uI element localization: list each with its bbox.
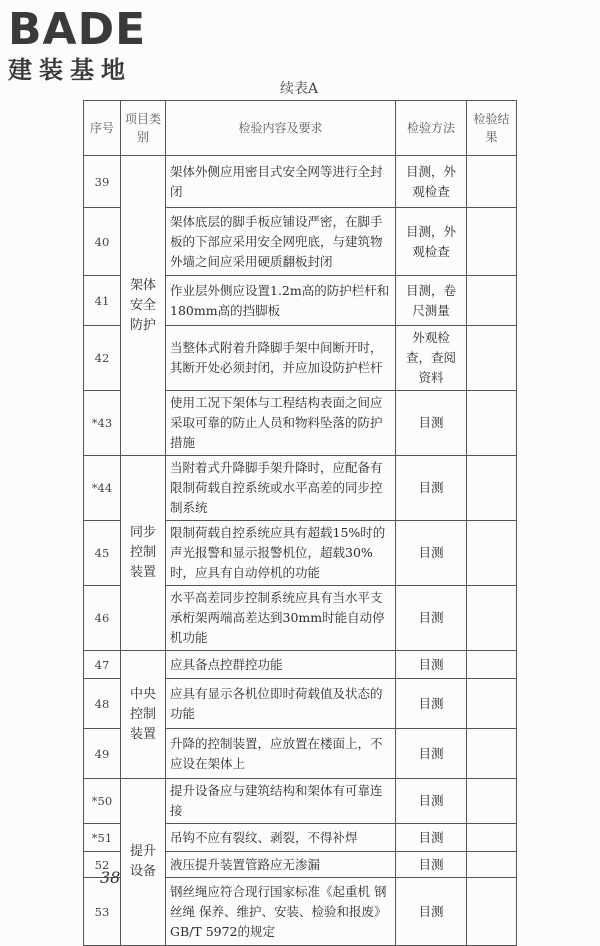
row-method: 目测，外观检查 xyxy=(396,208,467,276)
header-method: 检验方法 xyxy=(396,101,467,156)
row-result xyxy=(467,326,517,391)
row-number: *51 xyxy=(84,824,121,852)
table-header-row xyxy=(84,101,517,156)
row-result xyxy=(467,391,517,456)
row-content: 水平高差同步控制系统应具有当水平支承桁架两端高差达到30mm时能自动停机功能 xyxy=(166,586,396,651)
row-result xyxy=(467,878,517,946)
row-method: 目测 xyxy=(396,679,467,729)
row-content: 升降的控制装置，应放置在楼面上，不应设在架体上 xyxy=(166,729,396,779)
row-result xyxy=(467,586,517,651)
category-cell: 中央控制装置 xyxy=(121,651,166,779)
header-result: 检验结果 xyxy=(467,101,517,156)
row-result xyxy=(467,456,517,521)
publisher-logo xyxy=(8,6,178,84)
row-number: 47 xyxy=(84,651,121,679)
row-method: 目测，卷尺测量 xyxy=(396,276,467,326)
row-content: 钢丝绳应符合现行国家标准《起重机 钢丝绳 保养、维护、安装、检验和报废》GB/T 5972的规定 xyxy=(166,878,396,946)
row-content: 提升设备应与建筑结构和架体有可靠连接 xyxy=(166,779,396,824)
row-method: 目测 xyxy=(396,586,467,651)
row-number: 45 xyxy=(84,521,121,586)
row-content: 当附着式升降脚手架升降时，应配备有限制荷载自控系统或水平高差的同步控制系统 xyxy=(166,456,396,521)
row-content: 架体底层的脚手板应铺设严密，在脚手板的下部应采用安全网兜底，与建筑物外墙之间应采用硬质翻板封闭 xyxy=(166,208,396,276)
table-row xyxy=(84,456,517,521)
category-cell: 架体安全防护 xyxy=(121,156,166,456)
row-method: 外观检查，查阅资料 xyxy=(396,326,467,391)
row-method: 目测，外观检查 xyxy=(396,156,467,208)
table-row xyxy=(84,651,517,679)
row-number: 48 xyxy=(84,679,121,729)
table-caption: 续表A xyxy=(280,81,319,97)
row-number: *43 xyxy=(84,391,121,456)
table-row xyxy=(84,156,517,208)
header-category: 项目类别 xyxy=(121,101,166,156)
row-number: 41 xyxy=(84,276,121,326)
row-number: 40 xyxy=(84,208,121,276)
row-method: 目测 xyxy=(396,824,467,852)
logo-subtitle: 建装基地 xyxy=(8,56,132,84)
table-row xyxy=(84,779,517,824)
inspection-table xyxy=(83,100,517,946)
row-method: 目测 xyxy=(396,391,467,456)
row-method: 目测 xyxy=(396,456,467,521)
page-number: 38 xyxy=(100,868,121,887)
row-number: 46 xyxy=(84,586,121,651)
row-result xyxy=(467,679,517,729)
row-result xyxy=(467,824,517,852)
row-result xyxy=(467,156,517,208)
header-content: 检验内容及要求 xyxy=(166,101,396,156)
row-number: *44 xyxy=(84,456,121,521)
row-content: 作业层外侧应设置1.2m高的防护栏杆和180mm高的挡脚板 xyxy=(166,276,396,326)
row-content: 应具有显示各机位即时荷载值及状态的功能 xyxy=(166,679,396,729)
row-content: 吊钩不应有裂纹、剥裂，不得补焊 xyxy=(166,824,396,852)
row-method: 目测 xyxy=(396,521,467,586)
header-number: 序号 xyxy=(84,101,121,156)
row-content: 当整体式附着升降脚手架中间断开时，其断开处必须封闭，并应加设防护栏杆 xyxy=(166,326,396,391)
row-number: 42 xyxy=(84,326,121,391)
row-result xyxy=(467,521,517,586)
row-result xyxy=(467,779,517,824)
row-result xyxy=(467,276,517,326)
row-result xyxy=(467,852,517,878)
row-number: 39 xyxy=(84,156,121,208)
row-number: *50 xyxy=(84,779,121,824)
row-content: 使用工况下架体与工程结构表面之间应采取可靠的防止人员和物料坠落的防护措施 xyxy=(166,391,396,456)
row-number: 52 xyxy=(84,852,121,878)
row-result xyxy=(467,651,517,679)
row-content: 限制荷载自控系统应具有超载15%时的声光报警和显示报警机位，超载30%时，应具有自动停机的功能 xyxy=(166,521,396,586)
category-cell: 同步控制装置 xyxy=(121,456,166,651)
row-method: 目测 xyxy=(396,729,467,779)
row-method: 目测 xyxy=(396,651,467,679)
row-result xyxy=(467,208,517,276)
row-number: 49 xyxy=(84,729,121,779)
row-number: 53 xyxy=(84,878,121,946)
row-method: 目测 xyxy=(396,779,467,824)
row-result xyxy=(467,729,517,779)
category-cell: 提升设备 xyxy=(121,779,166,946)
logo-wordmark: BADE xyxy=(8,4,147,55)
row-method: 目测 xyxy=(396,878,467,946)
row-content: 架体外侧应用密目式安全网等进行全封闭 xyxy=(166,156,396,208)
row-content: 应具备点控群控功能 xyxy=(166,651,396,679)
row-content: 液压提升装置管路应无渗漏 xyxy=(166,852,396,878)
row-method: 目测 xyxy=(396,852,467,878)
